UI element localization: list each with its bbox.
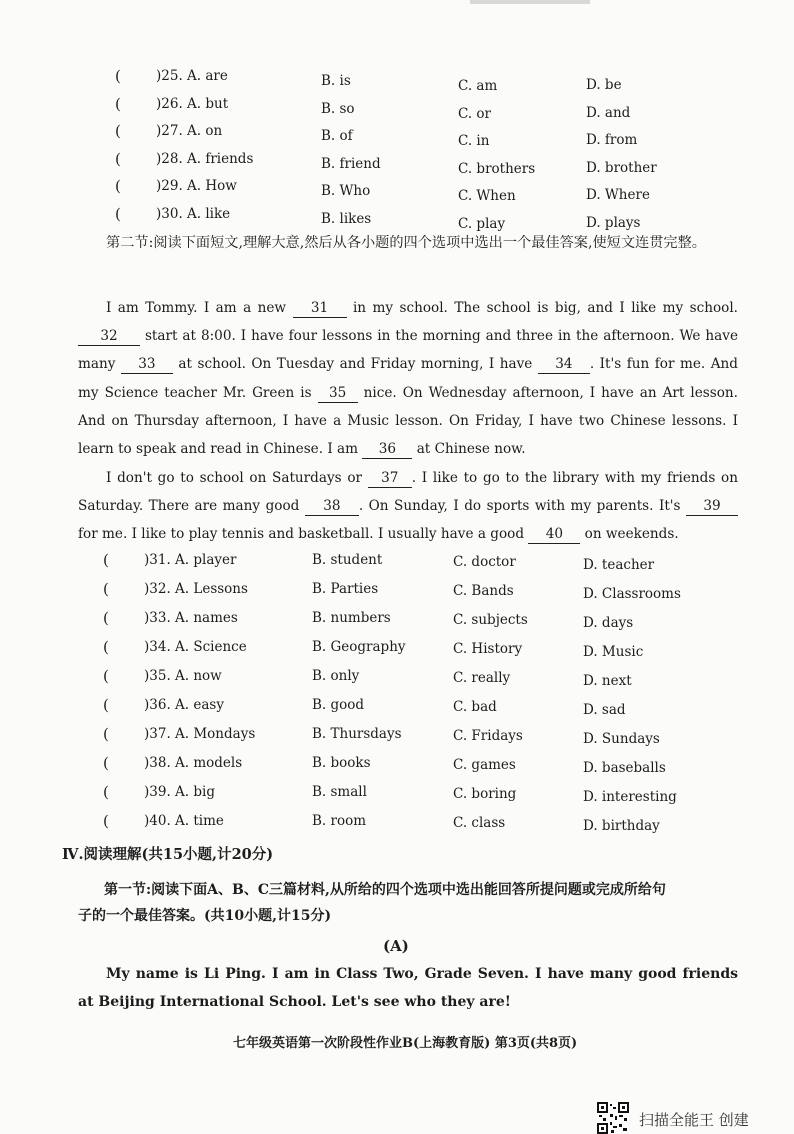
option-a[interactable]: )40. A. time bbox=[144, 813, 224, 829]
option-a[interactable]: )35. A. now bbox=[144, 668, 222, 684]
answer-bracket[interactable]: ( bbox=[115, 122, 121, 140]
option-a[interactable]: )37. A. Mondays bbox=[144, 726, 256, 742]
answer-bracket[interactable]: ( bbox=[103, 754, 109, 772]
answer-bracket[interactable]: ( bbox=[103, 725, 109, 743]
option-c[interactable]: C. Bands bbox=[453, 583, 514, 599]
answer-bracket[interactable]: ( bbox=[103, 638, 109, 656]
option-b[interactable]: B. room bbox=[312, 813, 367, 829]
option-a[interactable]: )25. A. are bbox=[156, 68, 228, 84]
blank-37[interactable]: 37 bbox=[368, 469, 412, 488]
option-a[interactable]: )33. A. names bbox=[144, 610, 238, 626]
answer-bracket[interactable]: ( bbox=[103, 696, 109, 714]
option-a[interactable]: )27. A. on bbox=[156, 123, 223, 139]
blank-35[interactable]: 35 bbox=[318, 384, 358, 403]
option-c[interactable]: C. in bbox=[458, 133, 490, 149]
option-d[interactable]: D. Sundays bbox=[583, 731, 660, 747]
blank-38[interactable]: 38 bbox=[305, 497, 359, 516]
section2-instruction: 第二节:阅读下面短文,理解大意,然后从各小题的四个选项中选出一个最佳答案,使短文连贯完整。 bbox=[106, 235, 706, 251]
option-c[interactable]: C. play bbox=[458, 215, 506, 232]
part-a-label: (A) bbox=[383, 937, 409, 955]
part-a-text: My name is Li Ping. I am in Class Two, Grade Seven. I have many good friends at Beijing International School. Let's see who they are! bbox=[78, 966, 738, 1010]
option-c[interactable]: C. or bbox=[458, 105, 492, 122]
blank-32[interactable]: 32 bbox=[78, 327, 140, 346]
option-d[interactable]: D. brother bbox=[586, 159, 657, 176]
option-a[interactable]: )34. A. Science bbox=[144, 639, 247, 655]
option-c[interactable]: C. doctor bbox=[453, 554, 516, 570]
option-c[interactable]: C. bad bbox=[453, 699, 497, 715]
answer-bracket[interactable]: ( bbox=[103, 551, 109, 569]
answer-bracket[interactable]: ( bbox=[103, 609, 109, 627]
blank-31[interactable]: 31 bbox=[293, 299, 347, 318]
blank-40[interactable]: 40 bbox=[528, 525, 580, 544]
passage-paragraph-2: I don't go to school on Saturdays or 37 . I like to go to the library with my friends on Saturday. There are many good 38 . On Sunday, I do sports with my parents. It's 39 for me. I like to play tennis and basketball. I usually have a good 40 on weekends. bbox=[78, 470, 739, 543]
option-c[interactable]: C. Fridays bbox=[453, 728, 523, 744]
option-a[interactable]: )36. A. easy bbox=[144, 697, 224, 713]
answer-bracket[interactable]: ( bbox=[115, 204, 121, 223]
option-b[interactable]: B. so bbox=[321, 100, 355, 117]
option-c[interactable]: C. subjects bbox=[453, 612, 528, 628]
option-a[interactable]: )39. A. big bbox=[144, 784, 215, 800]
option-b[interactable]: B. Who bbox=[321, 183, 371, 199]
option-a[interactable]: )26. A. but bbox=[156, 95, 229, 112]
option-c[interactable]: C. games bbox=[453, 757, 516, 773]
passage-paragraph-1: I am Tommy. I am a new 31 in my school. The school is big, and I like my school. 32 start at 8:00. I have four lessons in the morning and three in the afternoon. We have many 33 at school. On Tuesday and Friday morning, I have 34 . It's fun for me. And my Science teacher Mr. Green is 35 nice. On Wednesday afternoon, I have an Art lesson. And on Thursday afternoon, I have a Music lesson. On Friday, I have two Chinese lessons. I learn to speak and read in Chinese. I am 36 at Chinese now. bbox=[78, 300, 739, 458]
option-c[interactable]: C. When bbox=[458, 188, 516, 204]
option-b[interactable]: B. likes bbox=[321, 210, 372, 227]
answer-bracket[interactable]: ( bbox=[103, 812, 109, 830]
option-d[interactable]: D. plays bbox=[586, 214, 641, 231]
answer-bracket[interactable]: ( bbox=[103, 580, 109, 598]
blank-36[interactable]: 36 bbox=[362, 440, 412, 459]
option-a[interactable]: )28. A. friends bbox=[156, 150, 254, 167]
option-c[interactable]: C. brothers bbox=[458, 160, 536, 177]
option-d[interactable]: D. interesting bbox=[583, 789, 677, 805]
option-b[interactable]: B. of bbox=[321, 128, 353, 144]
option-b[interactable]: B. Parties bbox=[312, 581, 379, 597]
option-b[interactable]: B. student bbox=[312, 552, 383, 568]
option-d[interactable]: D. Music bbox=[583, 644, 644, 660]
option-d[interactable]: D. baseballs bbox=[583, 760, 666, 776]
option-d[interactable]: D. Classrooms bbox=[583, 586, 681, 602]
option-d[interactable]: D. be bbox=[586, 77, 622, 93]
option-b[interactable]: B. small bbox=[312, 784, 367, 800]
option-d[interactable]: D. Where bbox=[586, 187, 650, 203]
option-b[interactable]: B. only bbox=[312, 668, 360, 684]
option-b[interactable]: B. numbers bbox=[312, 610, 391, 626]
option-c[interactable]: C. boring bbox=[453, 786, 517, 802]
option-d[interactable]: D. from bbox=[586, 132, 638, 148]
blank-34[interactable]: 34 bbox=[538, 355, 590, 374]
option-c[interactable]: C. class bbox=[453, 815, 506, 831]
option-d[interactable]: D. teacher bbox=[583, 557, 655, 573]
option-d[interactable]: D. sad bbox=[583, 702, 626, 718]
option-a[interactable]: )38. A. models bbox=[144, 755, 243, 771]
section4-sub1-line1: 第一节:阅读下面A、B、C三篇材料,从所给的四个选项中选出能回答所提问题或完成所给句 bbox=[104, 882, 666, 898]
answer-bracket[interactable]: ( bbox=[103, 667, 109, 685]
option-b[interactable]: B. good bbox=[312, 697, 365, 713]
option-d[interactable]: D. birthday bbox=[583, 818, 660, 834]
option-b[interactable]: B. books bbox=[312, 755, 371, 771]
scanner-watermark: 扫描全能王 创建 bbox=[639, 1111, 749, 1129]
answer-bracket[interactable]: ( bbox=[115, 94, 121, 113]
option-d[interactable]: D. days bbox=[583, 615, 634, 631]
option-c[interactable]: C. am bbox=[458, 78, 498, 94]
option-b[interactable]: B. friend bbox=[321, 155, 381, 172]
page-footer: 七年级英语第一次阶段性作业B(上海教育版) 第3页(共8页) bbox=[233, 1036, 578, 1051]
option-a[interactable]: )32. A. Lessons bbox=[144, 581, 248, 597]
scan-edge bbox=[470, 0, 590, 4]
option-a[interactable]: )29. A. How bbox=[156, 178, 237, 194]
blank-33[interactable]: 33 bbox=[121, 355, 173, 374]
answer-bracket[interactable]: ( bbox=[115, 177, 121, 195]
option-d[interactable]: D. and bbox=[586, 104, 631, 121]
option-b[interactable]: B. Thursdays bbox=[312, 726, 402, 742]
section4-title: Ⅳ.阅读理解(共15小题,计20分) bbox=[62, 846, 274, 863]
option-d[interactable]: D. next bbox=[583, 673, 632, 689]
option-a[interactable]: )31. A. player bbox=[144, 552, 237, 568]
section4-sub1-line2: 子的一个最佳答案。(共10小题,计15分) bbox=[78, 908, 332, 924]
option-b[interactable]: B. Geography bbox=[312, 639, 406, 655]
option-a[interactable]: )30. A. like bbox=[156, 205, 231, 222]
option-c[interactable]: C. History bbox=[453, 641, 523, 657]
qr-code-icon bbox=[597, 1102, 629, 1134]
answer-bracket[interactable]: ( bbox=[115, 149, 121, 168]
answer-bracket[interactable]: ( bbox=[103, 783, 109, 801]
answer-bracket[interactable]: ( bbox=[115, 67, 121, 85]
option-b[interactable]: B. is bbox=[321, 73, 351, 89]
option-c[interactable]: C. really bbox=[453, 670, 511, 686]
blank-39[interactable]: 39 bbox=[686, 497, 738, 516]
